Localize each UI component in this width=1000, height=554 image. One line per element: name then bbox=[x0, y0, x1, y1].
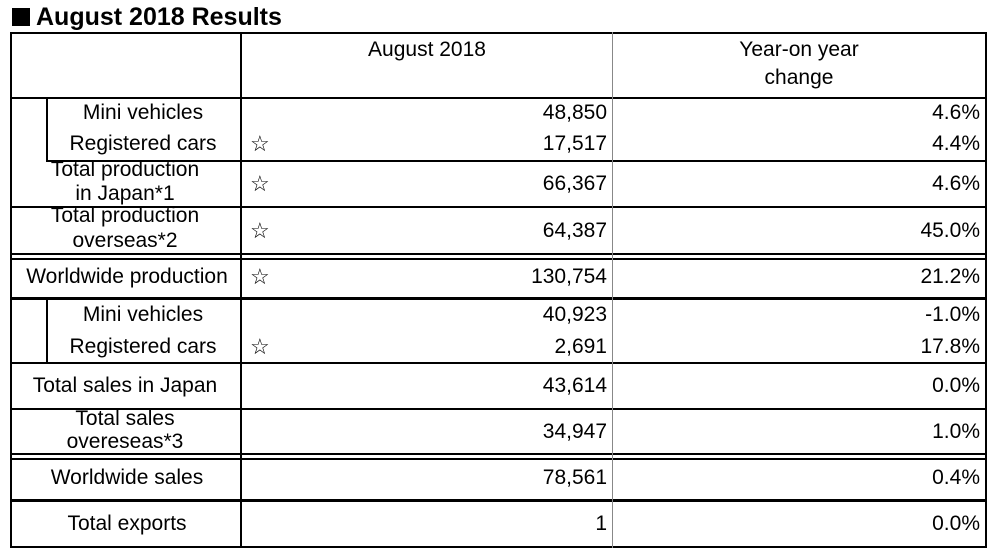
row-label-line2: overeseas*3 bbox=[66, 430, 184, 453]
row-change: 45.0% bbox=[920, 219, 980, 242]
header-period: August 2018 bbox=[368, 38, 486, 61]
section-divider bbox=[10, 297, 987, 300]
row-label: Mini vehicles bbox=[82, 303, 204, 326]
table-border-top bbox=[10, 32, 987, 34]
star-icon: ☆ bbox=[250, 218, 270, 243]
row-label-line1: Total sales bbox=[75, 407, 175, 430]
row-label: Worldwide production bbox=[26, 265, 228, 288]
row-divider-double bbox=[10, 458, 987, 460]
row-divider bbox=[10, 253, 987, 255]
row-change: 1.0% bbox=[932, 420, 980, 443]
row-value: 34,947 bbox=[542, 420, 607, 443]
row-change: 0.0% bbox=[932, 374, 980, 397]
row-label-line1: Total production bbox=[50, 158, 200, 181]
row-divider bbox=[46, 362, 987, 364]
star-icon: ☆ bbox=[250, 264, 270, 289]
row-label-line2: in Japan*1 bbox=[75, 182, 175, 205]
row-change: 0.4% bbox=[932, 466, 980, 489]
row-label-line1: Total production bbox=[50, 204, 200, 227]
row-value: 66,367 bbox=[542, 172, 607, 195]
row-value: 17,517 bbox=[542, 132, 607, 155]
row-label-line2: overseas*2 bbox=[72, 229, 178, 252]
row-value: 64,387 bbox=[542, 219, 607, 242]
row-change: 4.6% bbox=[932, 101, 980, 124]
row-change: 21.2% bbox=[920, 265, 980, 288]
row-value: 78,561 bbox=[542, 466, 607, 489]
page-title-text: August 2018 Results bbox=[36, 3, 282, 31]
row-label: Registered cars bbox=[69, 132, 217, 155]
star-icon: ☆ bbox=[250, 131, 270, 156]
row-label: Registered cars bbox=[69, 335, 217, 358]
row-value: 48,850 bbox=[542, 101, 607, 124]
header-change-line2: change bbox=[764, 66, 834, 89]
row-divider-double bbox=[10, 258, 987, 260]
row-change: -1.0% bbox=[925, 303, 980, 326]
row-label: Total sales in Japan bbox=[32, 374, 218, 397]
header-change-line1: Year-on year bbox=[739, 38, 859, 61]
row-change: 17.8% bbox=[920, 335, 980, 358]
row-label: Worldwide sales bbox=[50, 466, 204, 489]
star-icon: ☆ bbox=[250, 334, 270, 359]
star-icon: ☆ bbox=[250, 171, 270, 196]
column-divider bbox=[612, 32, 613, 548]
row-change: 0.0% bbox=[932, 512, 980, 535]
row-change: 4.6% bbox=[932, 172, 980, 195]
header-divider bbox=[10, 97, 987, 99]
row-value: 40,923 bbox=[542, 303, 607, 326]
row-divider bbox=[10, 362, 46, 364]
table-border-bottom bbox=[10, 546, 987, 548]
row-value: 43,614 bbox=[542, 374, 607, 397]
section-divider bbox=[10, 499, 987, 502]
row-value: 2,691 bbox=[554, 335, 607, 358]
row-label: Total exports bbox=[67, 512, 187, 535]
row-label: Mini vehicles bbox=[82, 101, 204, 124]
table-border-right bbox=[985, 32, 987, 548]
row-change: 4.4% bbox=[932, 132, 980, 155]
row-value: 130,754 bbox=[531, 265, 607, 288]
row-value: 1 bbox=[595, 512, 607, 535]
